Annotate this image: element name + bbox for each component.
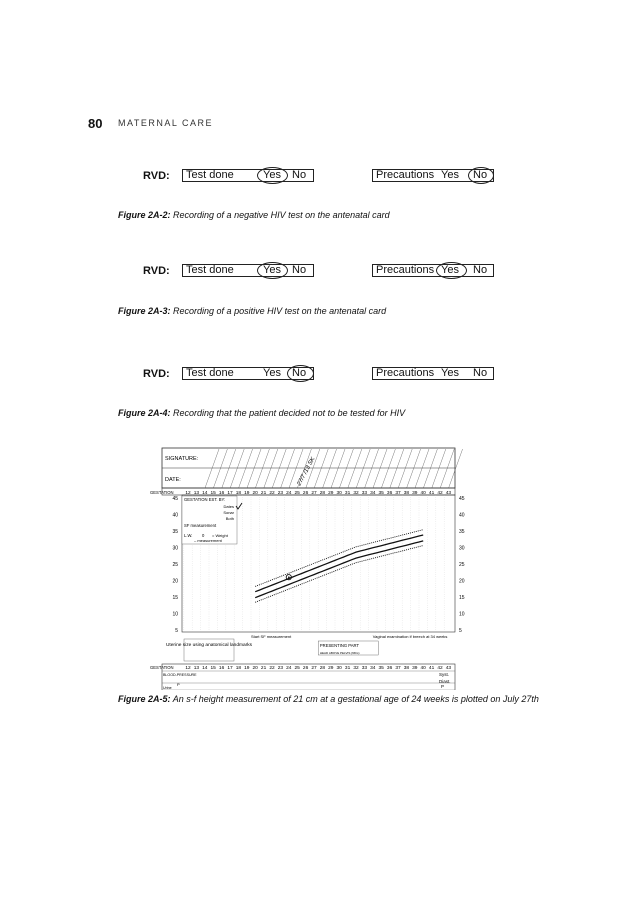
week-tick-label: 33 [361,491,368,496]
circled-no-mark [287,365,314,382]
week-tick-label: 20 [252,491,258,496]
figure-caption [118,210,390,220]
signature-hatch [440,449,454,488]
week-tick-label-bottom: 34 [370,666,376,671]
week-tick-label-bottom: 14 [202,666,208,671]
caption-label: Figure 2A-4: [118,408,171,418]
week-tick-label: 23 [277,491,284,496]
y-tick-label-right: 15 [459,595,465,601]
test-done-label: Test done [186,264,234,276]
test-no-option: No [292,264,307,276]
week-tick-label: 34 [370,491,376,496]
week-tick-label-bottom: 33 [361,666,368,671]
signature-hatch [432,449,446,488]
lw-label: L.W. [184,533,193,538]
week-tick-label: 21 [260,491,267,496]
caption-label: Figure 2A-3: [118,306,171,316]
signature-hatch [314,449,328,488]
signature-hatch [247,449,261,488]
y-tick-label-left: 10 [172,611,178,618]
signature-hatch [272,449,286,488]
y-tick-label-left: 30 [172,545,178,552]
week-tick-label: 36 [386,491,393,496]
signature-hatch [356,449,370,488]
test-done-label: Test done [186,169,234,181]
precautions-label: Precautions [376,169,435,181]
signature-hatch [348,449,362,488]
week-tick-label-bottom: 29 [328,666,334,671]
week-tick-label-bottom: 12 [185,666,191,671]
vaginal-exam-note: Vaginal examination if breech at 34 weeks [372,634,448,639]
y-tick-label-left: 20 [172,578,178,585]
precautions-box [372,264,494,277]
signature-hatch [205,449,219,488]
precautions-yes-option: Yes [441,367,459,379]
zero-label: 0 [202,533,205,538]
caption-label: Figure 2A-2: [118,210,171,220]
signature-hatch [390,449,404,488]
week-tick-label-bottom: 20 [252,666,258,671]
week-tick-label-bottom: 24 [286,666,292,671]
gestation-est-row: Sonar [223,510,234,515]
test-yes-option: Yes [263,367,281,379]
blood-pressure-label: BLOOD-PRESSURE [163,673,197,677]
precautions-yes-option: Yes [441,264,459,276]
caption-text: Recording of a positive HIV test on the antenatal card [173,306,387,316]
test-no-option: No [292,169,307,181]
precautions-box [372,367,494,380]
week-tick-label: 27 [311,491,317,496]
y-tick-label-left: 25 [172,562,178,568]
y-tick-label-right: 30 [459,545,465,552]
week-tick-label-bottom: 39 [412,666,418,671]
week-tick-label: 35 [378,491,384,496]
syst-label: Syst. [439,672,450,677]
signature-hatch [255,449,269,488]
gestation-label-bottom: GESTATION [150,665,174,670]
signature-hatch [331,449,345,488]
urine-s-label [177,689,180,690]
week-tick-label: 41 [428,491,435,496]
week-tick-label: 37 [395,491,401,496]
diast-label: Diast. [439,679,451,684]
week-tick-label: 31 [344,491,351,496]
signature-hatch [281,449,295,488]
week-tick-label: 25 [294,491,300,496]
test-no-option: No [292,367,307,379]
circled-yes-mark [436,262,467,279]
caption-label: Figure 2A-5: [118,694,171,704]
precautions-no-option: No [473,367,488,379]
plotted-measurement-dot [288,576,290,578]
signature-hatch [339,449,353,488]
signature-hatch [239,449,253,488]
chapter-title: MATERNAL CARE [118,118,214,128]
week-tick-label: 15 [210,491,216,496]
circled-yes-mark [257,167,288,184]
test-done-box [182,169,314,182]
rvd-label: RVD: [143,170,170,182]
week-tick-label: 19 [244,491,250,496]
caption-text: Recording that the patient decided not to be tested for HIV [173,408,406,418]
urine-label: Urine [163,686,172,690]
week-tick-label: 26 [302,491,309,496]
caption-text: Recording of a negative HIV test on the antenatal card [173,210,390,220]
signature-hatch [423,449,437,488]
signature-hatch [449,449,463,488]
week-tick-label: 43 [445,491,452,496]
circled-no-mark [468,167,494,184]
week-tick-label-bottom: 40 [420,666,426,671]
week-tick-label: 18 [235,491,242,496]
precautions-no-option: No [473,264,488,276]
test-yes-option: Yes [263,264,281,276]
week-tick-label: 38 [403,491,410,496]
y-tick-label-right: 35 [459,529,465,535]
signature-hatch [323,449,337,488]
week-tick-label-bottom: 38 [403,666,410,671]
gestation-label: GESTATION [150,490,174,495]
y-tick-label-right: 10 [459,611,465,618]
week-tick-label: 13 [193,491,200,496]
figure-2a-5-caption [118,694,598,704]
signature-hatch [230,449,244,488]
caption-text: An s-f height measurement of 21 cm at a gestational age of 24 weeks is plotted on July 27th [172,694,539,704]
week-tick-label-bottom: 37 [395,666,401,671]
measurement-label: – measurement [194,538,222,543]
week-tick-label: 39 [412,491,418,496]
week-tick-label-bottom: 32 [353,666,359,671]
week-tick-label-bottom: 41 [428,666,435,671]
y-tick-label-right: 20 [459,578,465,585]
y-tick-label-left: 35 [172,529,178,535]
week-tick-label-bottom: 35 [378,666,384,671]
signature-hatch [365,449,379,488]
week-tick-label-bottom: 28 [319,666,326,671]
date-label: DATE: [165,477,181,483]
presenting-part-label: PRESENTING PART [319,643,360,648]
week-tick-label-bottom: 30 [336,666,342,671]
week-tick-label-bottom: 21 [260,666,267,671]
signature-hatch [398,449,412,488]
y-tick-label-left: 45 [172,496,178,502]
week-tick-label-bottom: 25 [294,666,300,671]
signature-hatch [381,449,395,488]
precautions-box [372,169,494,182]
signature-label: SIGNATURE: [165,456,199,462]
handwritten-date: 27/7 /13 SK [296,456,317,487]
signature-hatch [264,449,278,488]
week-tick-label: 16 [218,491,225,496]
week-tick-label-bottom: 43 [445,666,452,671]
circled-yes-mark [257,262,288,279]
signature-hatch [415,449,429,488]
week-tick-label-bottom: 23 [277,666,284,671]
y-tick-label-left: 5 [175,628,178,634]
precautions-label: Precautions [376,367,435,379]
week-tick-label-bottom: 22 [269,666,275,671]
signature-hatch [407,449,421,488]
week-tick-label: 22 [269,491,275,496]
gestation-est-label: GESTATION EST. BY: [184,497,226,502]
week-tick-label: 28 [319,491,326,496]
test-yes-option: Yes [263,169,281,181]
y-tick-label-right: 40 [459,512,465,519]
figure-caption [118,306,386,316]
rvd-label: RVD: [143,265,170,277]
signature-hatch [373,449,387,488]
p-label-right: P [441,684,445,689]
week-tick-label-bottom: 13 [193,666,200,671]
week-tick-label: 14 [202,491,208,496]
week-tick-label-bottom: 18 [235,666,242,671]
test-done-box [182,367,314,380]
urine-p-label: P [177,682,180,687]
y-tick-label-left: 40 [172,512,178,519]
week-tick-label: 24 [286,491,292,496]
week-tick-label-bottom: 31 [344,666,351,671]
week-tick-label-bottom: 27 [311,666,317,671]
week-tick-label-bottom: 19 [244,666,250,671]
week-tick-label: 12 [185,491,191,496]
antenatal-growth-chart [150,440,470,690]
week-tick-label-bottom: 42 [437,666,443,671]
figure-caption [118,408,405,418]
gestation-est-row: Dates [223,504,234,509]
precautions-yes-option: Yes [441,169,459,181]
y-tick-label-left: 15 [172,595,178,601]
signature-hatch [213,449,227,488]
y-tick-label-right: 25 [459,562,465,568]
test-done-label: Test done [186,367,234,379]
uterine-size-label: Uterine size using anatomical landmarks [165,643,253,648]
weight-label: = Weight [212,533,228,538]
sf-measurement-label: SF measurement [184,523,217,528]
week-tick-label-bottom: 16 [218,666,225,671]
upper-solid-centile [255,535,423,592]
week-tick-label: 29 [328,491,334,496]
week-tick-label: 42 [437,491,443,496]
week-tick-label: 17 [227,491,233,496]
head-above-label: HEAD ABOVE PELVIS (fifths) [319,651,360,655]
precautions-no-option: No [473,169,488,181]
lower-dotted-centile [255,546,423,603]
rvd-label: RVD: [143,368,170,380]
gestation-est-row: Both [225,516,234,521]
week-tick-label-bottom: 26 [302,666,309,671]
week-tick-label-bottom: 15 [210,666,216,671]
week-tick-label: 40 [420,491,426,496]
signature-hatch [222,449,236,488]
test-done-box [182,264,314,277]
week-tick-label: 32 [353,491,359,496]
week-tick-label-bottom: 36 [386,666,393,671]
week-tick-label: 30 [336,491,342,496]
week-tick-label-bottom: 17 [227,666,233,671]
y-tick-label-right: 5 [459,628,462,634]
page-number: 80 [88,116,103,131]
y-tick-label-right: 45 [459,496,465,502]
start-sf-note: Start SF measurement [251,634,292,639]
precautions-label: Precautions [376,264,435,276]
